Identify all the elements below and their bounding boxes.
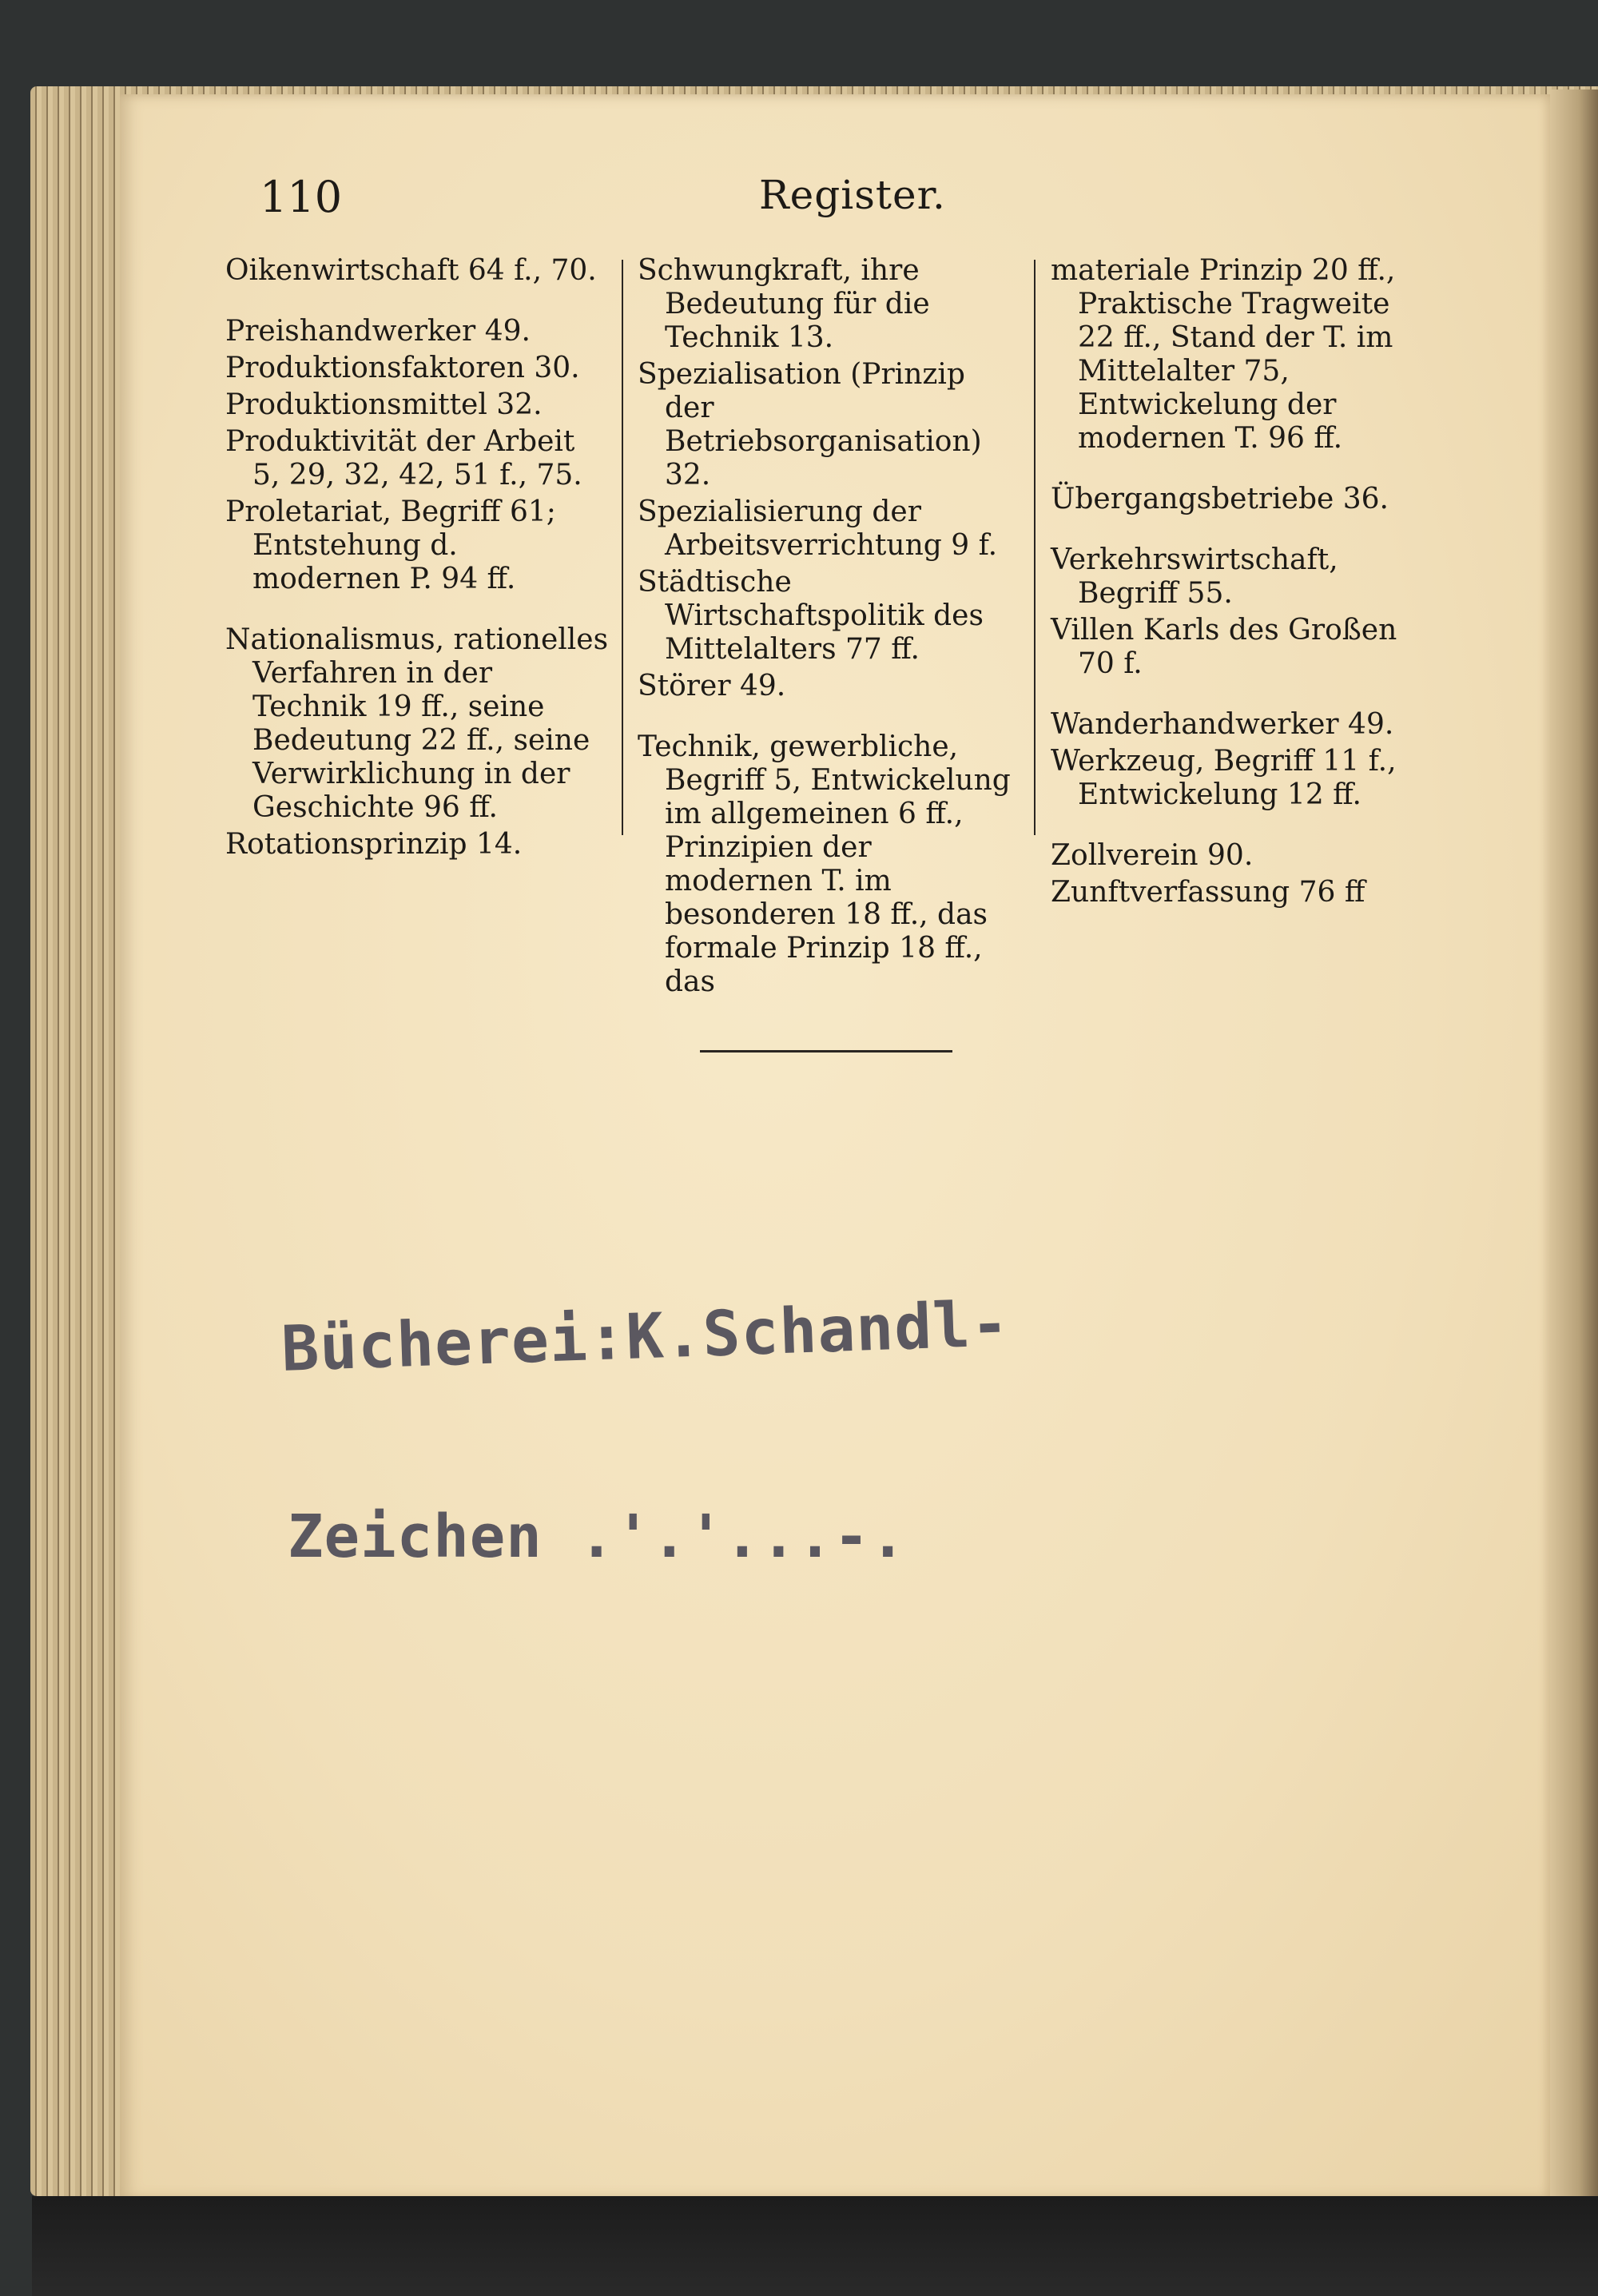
index-entry: Oikenwirtschaft 64 f., 70. xyxy=(225,254,597,287)
index-entry: Städtische Wirtschaftspolitik des Mittelalters 77 ff. xyxy=(638,566,984,666)
index-entry: Proletariat, Begriff 61; Entstehung d. modernen P. 94 ff. xyxy=(225,495,556,595)
index-entry: Wanderhandwerker 49. xyxy=(1051,708,1394,741)
column-rule xyxy=(622,260,623,835)
index-entry: Preishandwerker 49. xyxy=(225,315,531,348)
index-entry: Zunftverfassung 76 ff xyxy=(1051,876,1365,909)
column-rule xyxy=(1034,260,1036,835)
index-entry: Produktionsfaktoren 30. xyxy=(225,352,580,384)
index-entry: materiale Prinzip 20 ff., Praktische Tragweite 22 ff., Stand der T. im Mittelalter 75, Entwickelung der modernen T. 96 ff. xyxy=(1051,254,1396,455)
library-stamp-line-1: Bücherei:K.Schandl- xyxy=(280,1288,1011,1386)
index-entry: Nationalismus, rationelles Verfahren in der Technik 19 ff., seine Bedeutung 22 ff., seine Verwirklichung in der Geschichte 96 ff. xyxy=(225,623,609,824)
facing-page-edge xyxy=(1550,90,1598,2207)
index-column-3 xyxy=(1051,254,1434,913)
running-head: Register. xyxy=(759,172,946,218)
index-entry: Produktivität der Arbeit 5, 29, 32, 42, 51 f., 75. xyxy=(225,425,582,491)
index-entry: Schwungkraft, ihre Bedeutung für die Technik 13. xyxy=(638,254,930,354)
page-number: 110 xyxy=(260,172,343,222)
index-entry: Villen Karls des Großen 70 f. xyxy=(1051,614,1397,680)
index-entry: Technik, gewerbliche, Begriff 5, Entwickelung im allgemeinen 6 ff., Prinzipien der modernen T. im besonderen 18 ff., das formale Prinzip 18 ff., das xyxy=(638,730,1011,998)
section-divider xyxy=(700,1050,952,1052)
index-column-1 xyxy=(225,254,609,865)
index-entry: Verkehrswirtschaft, Begriff 55. xyxy=(1051,543,1338,610)
index-entry: Zollverein 90. xyxy=(1051,839,1254,872)
index-entry: Spezialisation (Prinzip der Betriebsorganisation) 32. xyxy=(638,358,982,491)
library-stamp-line-2: Zeichen .'.'...-. xyxy=(288,1502,907,1571)
bottom-shadow xyxy=(32,2196,1598,2296)
index-entry: Werkzeug, Begriff 11 f., Entwickelung 12 ff. xyxy=(1051,745,1397,811)
index-column-2 xyxy=(638,254,1021,1002)
index-entry: Spezialisierung der Arbeitsverrichtung 9 f. xyxy=(638,495,998,562)
index-entry: Übergangsbetriebe 36. xyxy=(1051,483,1389,515)
page-header xyxy=(0,172,1598,220)
index-entry: Produktionsmittel 32. xyxy=(225,388,543,421)
index-entry: Störer 49. xyxy=(638,670,786,702)
index-entry: Rotationsprinzip 14. xyxy=(225,828,523,861)
